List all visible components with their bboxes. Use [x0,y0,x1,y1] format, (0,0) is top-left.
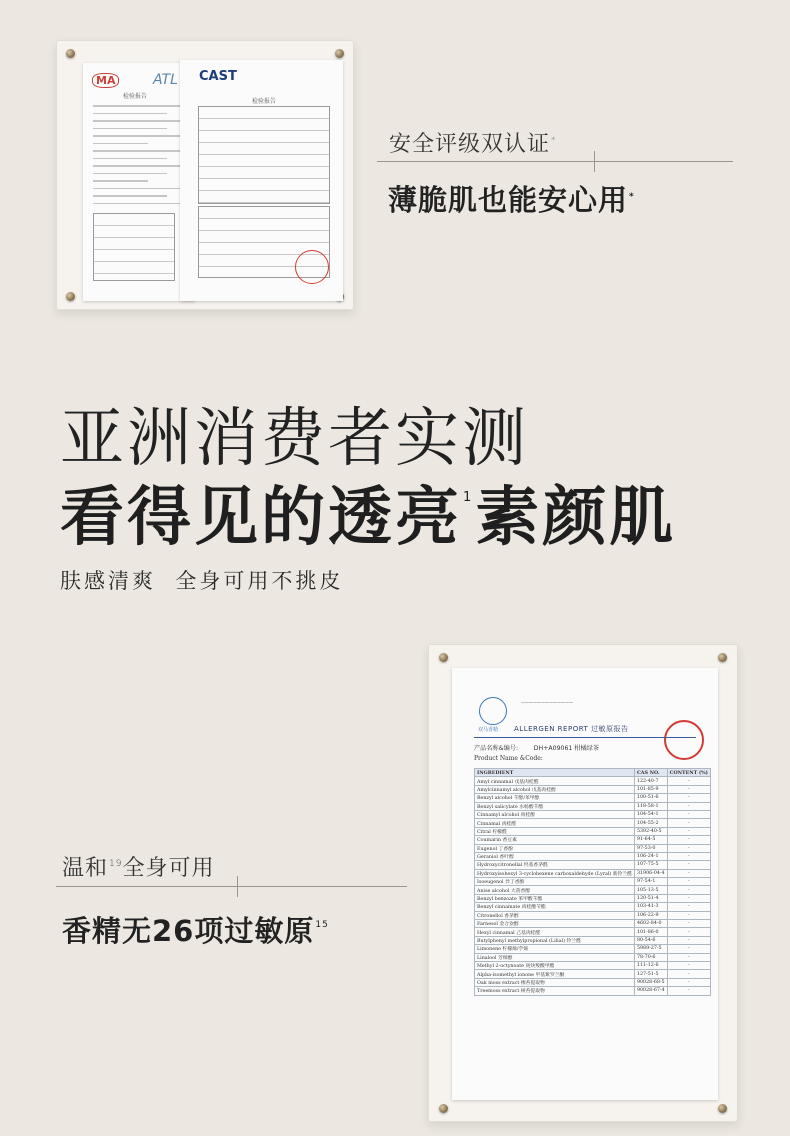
inspection-seal [664,720,704,760]
content-cell: - [667,869,710,877]
ma-logo: MA [92,73,119,88]
cas-cell: 80-54-6 [634,936,667,944]
table-row [475,869,711,877]
content-cell: - [667,970,710,978]
content-cell: - [667,936,710,944]
content-cell: - [667,953,710,961]
table-row [475,945,711,953]
cas-cell: 91-64-5 [634,836,667,844]
content-cell: - [667,894,710,902]
content-cell: - [667,802,710,810]
lab-logo-icon [479,697,507,725]
content-cell: - [667,961,710,969]
content-cell: - [667,810,710,818]
cas-cell: 101-85-9 [634,785,667,793]
ingredient-cell: Hexyl cinnamal 己基肉桂醛 [475,928,635,936]
cas-cell: 97-53-0 [634,844,667,852]
cas-cell: 106-22-9 [634,911,667,919]
table-row [475,852,711,860]
ingredient-cell: Citral 柠檬醛 [475,827,635,835]
ingredient-cell: Benzyl benzoate 苯甲酸苄酯 [475,894,635,902]
table-row [475,894,711,902]
ingredient-cell: Amyl cinnamal 戊基肉桂醛 [475,777,635,785]
content-cell: - [667,861,710,869]
cas-cell: 127-51-5 [634,970,667,978]
content-cell: - [667,827,710,835]
content-cell: - [667,844,710,852]
inspection-seal [295,250,329,284]
headline-line-1: 亚洲消费者实测 [60,402,529,476]
product-name-row: 产品名称&编号: DH+A09061 柑橘绿茶 [474,745,600,752]
cas-cell: 97-54-1 [634,878,667,886]
doc-table [93,213,175,281]
table-row [475,861,711,869]
content-cell: - [667,945,710,953]
ingredient-cell: Geraniol 香叶醇 [475,852,635,860]
divider-tick [594,151,595,172]
cas-cell: 122-40-7 [634,777,667,785]
ingredient-cell: Benzyl cinnamate 肉桂酸苄酯 [475,903,635,911]
ingredient-cell: Farnesol 金合欢醇 [475,920,635,928]
table-row [475,777,711,785]
ingredient-cell: Citronellol 香茅醇 [475,911,635,919]
content-cell: - [667,978,710,986]
ingredient-cell: Benzyl salicylate 水杨酸苄酯 [475,802,635,810]
ingredient-cell: Methyl 2-octynoate 庚炔羧酸甲酯 [475,961,635,969]
cas-cell: 31906-04-4 [634,869,667,877]
frame-pin-icon [718,653,727,662]
content-cell: - [667,794,710,802]
content-cell: - [667,903,710,911]
table-row [475,836,711,844]
doc-title: 检验报告 [123,93,148,100]
frame-pin-icon [439,1104,448,1113]
table-row [475,886,711,894]
frame-pin-icon [66,49,75,58]
doc-title: 检验报告 [252,98,277,105]
report-header-text: ————————————— [521,700,573,705]
ingredient-cell: Eugenol 丁香酚 [475,844,635,852]
cas-cell: 103-41-3 [634,903,667,911]
content-cell: - [667,911,710,919]
allergen-table [474,768,711,996]
ingredient-cell: Cinnamal 肉桂醛 [475,819,635,827]
doc-table [198,106,330,204]
lab-logo-caption: 双马香精 [478,727,499,733]
headline-subtitle: 肤感清爽 全身可用不挑皮 [60,569,344,593]
table-row [475,794,711,802]
cas-cell: 107-75-5 [634,861,667,869]
ingredient-cell: Oak moss extract 橡苔提取物 [475,978,635,986]
ingredient-cell: Coumarin 香豆素 [475,836,635,844]
cas-cell: 90028-67-4 [634,987,667,995]
headline-line-2: 看得见的透亮$^1$素颜肌 [60,481,677,555]
table-row [475,827,711,835]
cast-logo: CAST [199,69,237,84]
table-row [475,878,711,886]
table-row [475,810,711,818]
certification-headline: 薄脆肌也能安心用* [388,183,635,217]
cas-cell: 100-51-6 [634,794,667,802]
ingredient-cell: Isoeugenol 异丁香酚 [475,878,635,886]
content-cell: - [667,878,710,886]
mildness-caption: 温和$^{19}$全身可用 [62,856,215,881]
table-row [475,978,711,986]
frame-pin-icon [718,1104,727,1113]
cas-cell: 106-24-1 [634,852,667,860]
table-row [475,903,711,911]
cas-cell: 120-51-4 [634,894,667,902]
frame-pin-icon [66,292,75,301]
ingredient-cell: Treemoss extract 树苔提取物 [475,987,635,995]
report-title: ALLERGEN REPORT 过敏原报告 [514,725,629,733]
content-cell: - [667,777,710,785]
report-title-rule [474,737,696,738]
table-row [475,785,711,793]
cas-cell: 78-70-6 [634,953,667,961]
ingredient-cell: Benzyl alcohol 苄醇/苯甲醇 [475,794,635,802]
content-cell: - [667,920,710,928]
col-content: CONTENT (%) [667,769,710,777]
ingredient-cell: Hydroxycitronellal 羟基香茅醛 [475,861,635,869]
table-row [475,970,711,978]
content-cell: - [667,886,710,894]
table-row [475,920,711,928]
product-name-en: Product Name &Code: [474,755,543,762]
atl-logo: ATL [153,72,178,88]
cas-cell: 111-12-6 [634,961,667,969]
content-cell: - [667,785,710,793]
content-cell: - [667,836,710,844]
frame-pin-icon [439,653,448,662]
ingredient-cell: Alpha-isomethyl ionone 甲基紫罗兰酮 [475,970,635,978]
cas-cell: 5989-27-5 [634,945,667,953]
ingredient-cell: Butylphenyl methylpropional (Lilial) 铃兰醛 [475,936,635,944]
table-row [475,953,711,961]
cas-cell: 5392-40-5 [634,827,667,835]
table-row [475,961,711,969]
divider-tick [237,876,238,897]
ingredient-cell: Anise alcohol 大茴香醇 [475,886,635,894]
cas-cell: 104-55-2 [634,819,667,827]
col-cas: CAS NO. [634,769,667,777]
allergen-free-headline: 香精无26项过敏原$^{15}$ [62,914,329,948]
cas-cell: 118-58-1 [634,802,667,810]
divider-line [377,161,733,162]
content-cell: - [667,852,710,860]
content-cell: - [667,928,710,936]
table-row [475,819,711,827]
cas-cell: 104-54-1 [634,810,667,818]
table-row [475,911,711,919]
doc-text-lines [93,99,185,210]
table-header-row [475,769,711,777]
content-cell: - [667,819,710,827]
cas-cell: 4602-84-0 [634,920,667,928]
certification-caption: 安全评级双认证* [389,132,557,157]
frame-pin-icon [335,49,344,58]
table-row [475,987,711,995]
ingredient-cell: Amylcinnamyl alcohol 戊基肉桂醇 [475,785,635,793]
table-row [475,928,711,936]
col-ingredient: INGREDIENT [475,769,635,777]
cas-cell: 101-86-0 [634,928,667,936]
ingredient-cell: Hydroxyisohexyl 3-cyclohexene carboxaldehyde (Lyral) 新铃兰醛 [475,869,635,877]
divider-line [56,886,407,887]
ingredient-cell: Limonene 柠檬烯/苧烯 [475,945,635,953]
content-cell: - [667,987,710,995]
test-report-document-left [83,63,195,301]
table-row [475,936,711,944]
ingredient-cell: Linalool 芳樟醇 [475,953,635,961]
cas-cell: 105-13-5 [634,886,667,894]
ingredient-cell: Cinnamyl alcohol 肉桂醇 [475,810,635,818]
table-row [475,802,711,810]
test-report-document-right [180,60,343,301]
cas-cell: 90028-68-5 [634,978,667,986]
table-row [475,844,711,852]
